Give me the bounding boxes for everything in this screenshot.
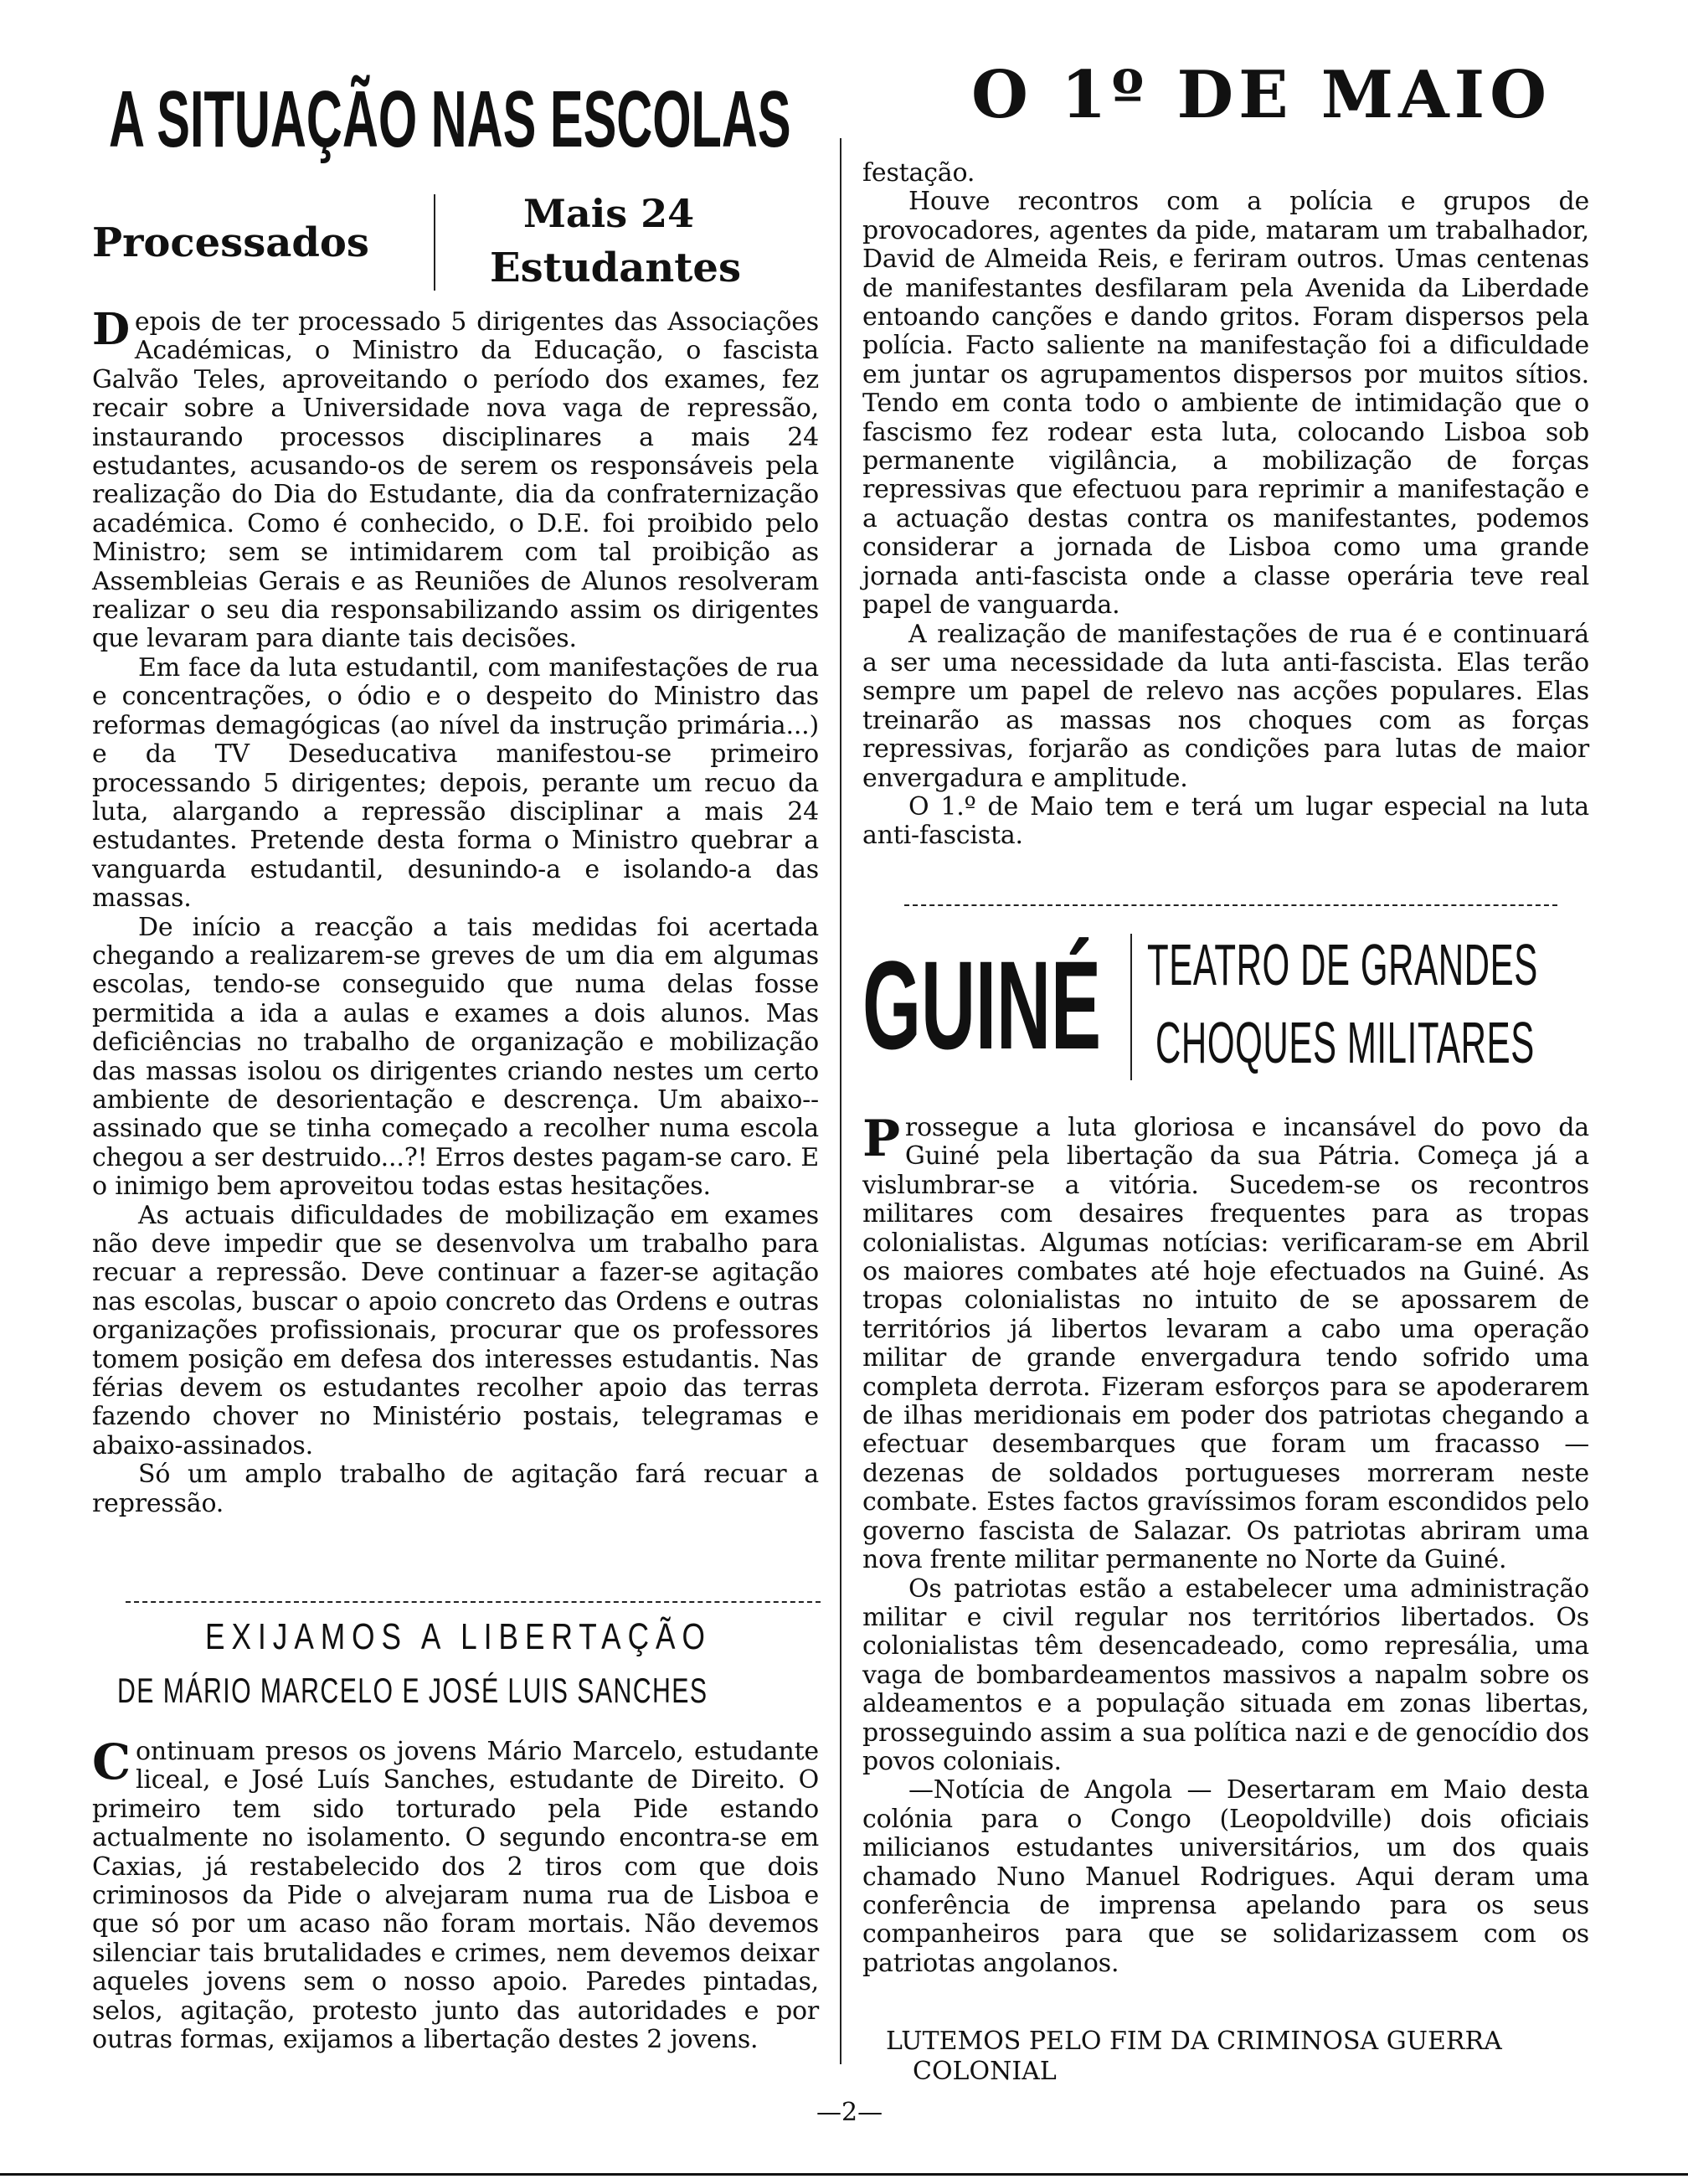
page-bottom-border — [0, 2173, 1688, 2176]
guine-divider — [1130, 934, 1132, 1080]
box-title-nomes: DE MÁRIO MARCELO E JOSÉ LUIS SANCHES — [117, 1671, 708, 1710]
box-title-exijamos: EXIJAMOS A LIBERTAÇÃO — [205, 1616, 712, 1657]
dropcap-c: C — [92, 1733, 131, 1790]
paragraph-2: Em face da luta estudantil, com manifestações de rua e concentrações, o ódio e o despeito do Ministro das reformas demagógicas (ao nível da instrução primária...) e da TV Deseducativa manifestou-se primeiro processando 5 dirigentes; depois, perante um recuo da luta, alargando a repressão disciplinar a mais 24 estudantes. Pretende desta forma o Ministro quebrar a vanguarda estudantil, desunindo-a e isolando-a das massas. — [92, 652, 819, 914]
page-number: —2— — [816, 2098, 883, 2127]
column-divider — [840, 138, 841, 2064]
libertacao-paragraph: Continuam presos os jovens Mário Marcelo, estudante liceal, e José Luís Sanches, estudante de Direito. O primeiro tem sido torturado pela Pide estando actualmente no isolamento. O segundo encontra-se em Caxias, já restabelecido dos 2 tiros com que dois criminosos da Pide o alvejaram numa rua de Lisboa e que só por um acaso não foram mortais. Não devemos silenciar tais brutalidades e crimes, nem devemos deixar aqueles jovens sem o nosso apoio. Paredes pintadas, selos, agitação, protesto junto das autoridades e por outras formas, exijamos a libertação destes 2 jovens. — [92, 1733, 819, 2055]
section-divider-right — [904, 904, 1557, 906]
maio-paragraph-3: O 1.º de Maio tem e terá um lugar especial na luta anti-fascista. — [862, 791, 1589, 851]
subhead-mais-24: Mais 24 — [523, 191, 695, 236]
guine-paragraph-3: —Notícia de Angola — Desertaram em Maio desta colónia para o Congo (Leopoldville) dois oficiais milicianos estudantes universitários, um dos quais chamado Nuno Manuel Rodrigues. Aqui deram uma conferência de imprensa apelando para os seus companheiros para que se solidarizassem com os patriotas angolanos. — [862, 1775, 1589, 1978]
article-escolas-body — [92, 304, 819, 1518]
guine-sub-1: TEATRO DE GRANDES — [1147, 932, 1538, 997]
guine-paragraph-2: Os patriotas estão a estabelecer uma administração militar e civil regular nos territórios libertados. Os colonialistas têm desencadeado, como represália, uma vaga de bombardeamentos massivos a napalm sobre os aldeamentos e a população situada em zonas libertas, prosseguindo assim a sua política nazi e de genocídio dos povos coloniais. — [862, 1574, 1589, 1776]
closing-line-2: COLONIAL — [913, 2057, 1057, 2086]
headline-primeiro-de-maio: O 1º DE MAIO — [971, 57, 1552, 133]
dropcap-d: D — [92, 304, 130, 355]
guine-sub-2: CHOQUES MILITARES — [1155, 1010, 1535, 1075]
guine-paragraph-1: Prossegue a luta gloriosa e incansável do povo da Guiné pela libertação da sua Pátria. Começa já a vislumbrar-se a vitória. Sucedem-se os recontros militares com desaires frequentes para as tropas colonialistas. Algumas notícias: verificaram-se em Abril os maiores combates até hoje efectuados na Guiné. As tropas colonialistas no intuito de se apossarem de territórios já libertos levaram a cabo uma operação militar de grande envergadura tendo sofrido uma completa derrota. Fizeram esforços para se apoderarem de ilhas meridionais em poder dos patriotas chegando a efectuar desembarques que foram um fracasso — dezenas de soldados portugueses morreram neste combate. Estes factos gravíssimos foram escondidos pelo governo fascista de Salazar. Os patriotas abriram uma nova frente militar permanente no Norte da Guiné. — [862, 1110, 1589, 1575]
maio-paragraph-0: festação. — [862, 158, 975, 188]
headline-escolas: A SITUAÇÃO NAS ESCOLAS — [109, 75, 791, 164]
headline-guine: GUINÉ — [862, 935, 1102, 1075]
closing-line-1: LUTEMOS PELO FIM DA CRIMINOSA GUERRA — [886, 2027, 1502, 2056]
paragraph-1: Depois de ter processado 5 dirigentes das Associações Académicas, o Ministro da Educação, o fascista Galvão Teles, aproveitando o período dos exames, fez recair sobre a Universidade nova vaga de repressão, instaurando processos disciplinares a mais 24 estudantes, acusando-os de serem os responsáveis pela realização do Dia do Estudante, dia da confraternização académica. Como é conhecido, o D.E. foi proibido pelo Ministro; sem se intimidarem com tal proibição as Assembleias Gerais e as Reuniões de Alunos resolveram realizar o seu dia responsabilizando assim os dirigentes que levaram para diante tais decisões. — [92, 304, 819, 654]
article-libertacao-body — [92, 1733, 819, 2055]
subhead-estudantes: Estudantes — [490, 245, 741, 291]
paragraph-5: Só um amplo trabalho de agitação fará recuar a repressão. — [92, 1460, 819, 1518]
dropcap-p: P — [862, 1110, 900, 1168]
maio-paragraph-2: A realização de manifestações de rua é e continuará a ser uma necessidade da luta anti-fascista. Elas terão sempre um papel de relevo nas acções populares. Elas treinarão as massas nos choques com as forças repressivas, forjarão as condições para lutas de maior envergadura e amplitude. — [862, 619, 1589, 793]
paragraph-4: As actuais dificuldades de mobilização em exames não deve impedir que se desenvolva um trabalho para recuar a repressão. Deve continuar a fazer-se agitação nas escolas, buscar o apoio concreto das Ordens e outras organizações profissionais, procurar que os professores tomem posição em defesa dos interesses estudantis. Nas férias devem os estudantes recolher apoio das terras fazendo chover no Ministério postais, telegramas e abaixo-assinados. — [92, 1200, 819, 1460]
subhead-processados: Processados — [92, 219, 369, 266]
subhead-divider — [434, 194, 435, 291]
section-divider-left — [126, 1601, 821, 1603]
maio-paragraph-1: Houve recontros com a polícia e grupos de provocadores, agentes da pide, mataram um trabalhador, David de Almeida Reis, e feriram outros. Umas centenas de manifestantes desfilaram pela Avenida da Liberdade entoando canções e dando gritos. Foram dispersos pela polícia. Facto saliente na manifestação foi a dificuldade em juntar os agrupamentos dispersos por muitos sítios. Tendo em conta todo o ambiente de intimidação que o fascismo fez rodear esta luta, colocando Lisboa sob permanente vigilância, a mobilização de forças repressivas que efectuou para reprimir a manifestação e a actuação destas contra os manifestantes, podemos considerar a jornada de Lisboa como uma grande jornada anti-fascista onde a classe operária teve real papel de vanguarda. — [862, 187, 1589, 621]
paragraph-3: De início a reacção a tais medidas foi acertada chegando a realizarem-se greves de um dia em algumas escolas, tendo-se conseguido que numa delas fosse permitida a ida a aulas e exames a dois alunos. Mas deficiências no trabalho de organização e mobilização das massas isolou os dirigentes criando nestes um certo ambiente de desorientação e descrença. Um abaixo--assinado que se tinha começado a recolher numa escola chegou a ser destruido...?! Erros destes pagam-se caro. E o inimigo bem aproveitou todas estas hesitações. — [92, 912, 819, 1202]
article-maio-body — [862, 159, 1589, 851]
article-guine-body — [862, 1110, 1589, 1978]
